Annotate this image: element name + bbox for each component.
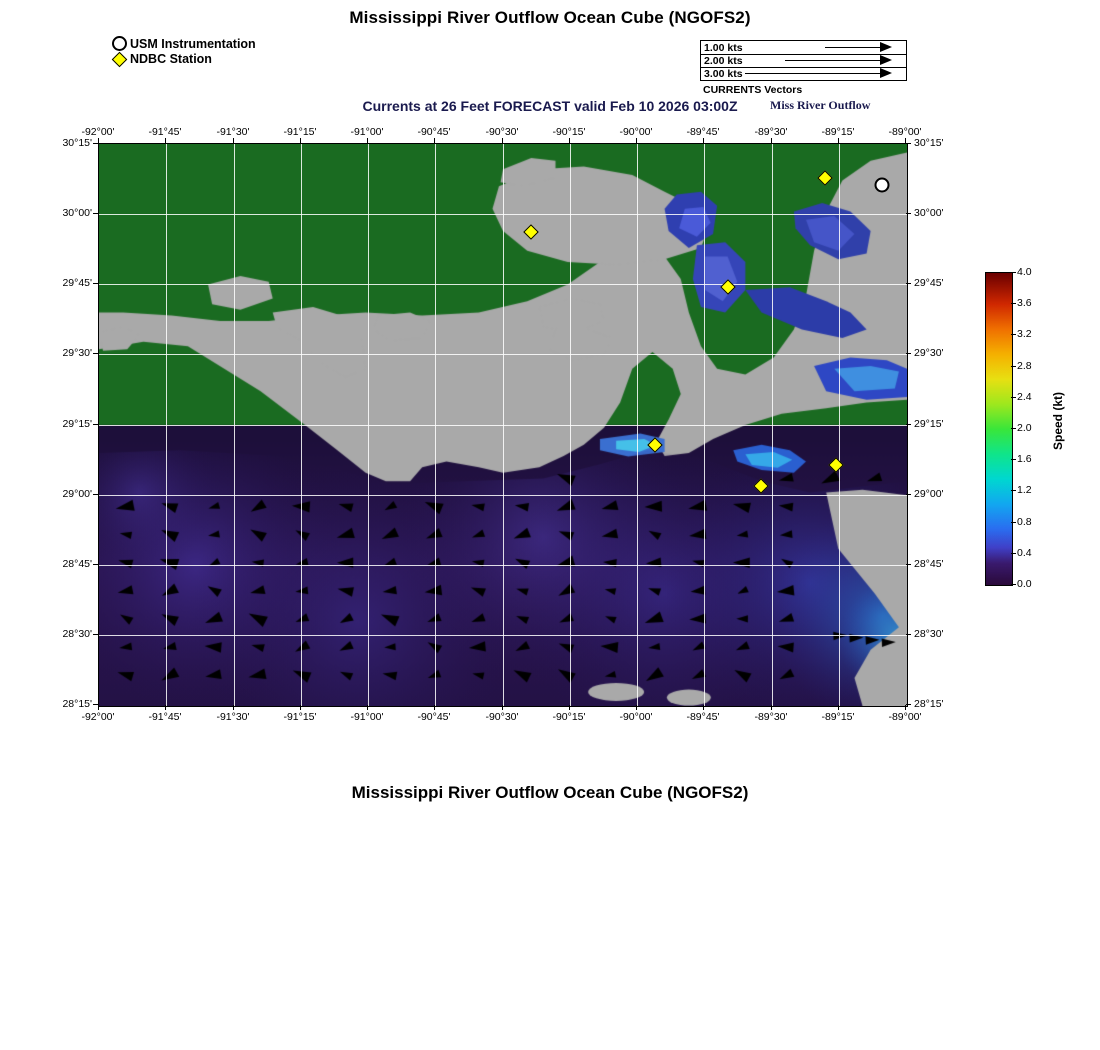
- legend-item-usm: [110, 36, 256, 51]
- y-tick-label-left: 29°15': [62, 418, 92, 430]
- x-tick-label: -90°15': [552, 126, 586, 138]
- colorbar-tick-label: 1.2: [1017, 484, 1032, 497]
- vector-key-row-1: [701, 41, 906, 55]
- x-tick-label: -90°00': [619, 126, 653, 138]
- x-tick-mark: [838, 138, 839, 143]
- x-tick-mark: [233, 138, 234, 143]
- y-tick-label-left: 30°15': [62, 137, 92, 149]
- colorbar-title: Speed (kt): [1051, 392, 1065, 451]
- y-tick-mark: [93, 143, 98, 144]
- colorbar-tick-label: 3.2: [1017, 328, 1032, 341]
- y-tick-label-right: 30°15': [914, 137, 944, 149]
- y-tick-label-left: 30°00': [62, 207, 92, 219]
- y-tick-mark: [906, 494, 911, 495]
- colorbar-tick-mark: [1011, 459, 1016, 460]
- x-tick-mark: [838, 705, 839, 710]
- colorbar-tick-mark: [1011, 366, 1016, 367]
- vector-scale-key: [700, 40, 907, 81]
- grid-line-horizontal: [99, 425, 907, 426]
- vector-key-row-2: [701, 54, 906, 68]
- x-tick-mark: [636, 705, 637, 710]
- x-tick-mark: [98, 705, 99, 710]
- x-tick-label: -91°45': [148, 126, 182, 138]
- y-tick-label-left: 28°15': [62, 698, 92, 710]
- x-tick-label: -89°30': [754, 126, 788, 138]
- y-tick-label-left: 29°30': [62, 347, 92, 359]
- map-plot-area[interactable]: [98, 143, 908, 707]
- outflow-annotation: Miss River Outflow: [770, 98, 871, 112]
- y-tick-mark: [93, 353, 98, 354]
- x-tick-mark: [367, 138, 368, 143]
- x-tick-label: -91°30': [216, 711, 250, 723]
- grid-line-horizontal: [99, 495, 907, 496]
- x-tick-mark: [636, 138, 637, 143]
- x-tick-label: -90°00': [619, 711, 653, 723]
- x-tick-label: -90°45': [417, 126, 451, 138]
- colorbar-tick-label: 0.4: [1017, 546, 1032, 559]
- y-tick-mark: [906, 704, 911, 705]
- y-tick-mark: [906, 283, 911, 284]
- x-tick-mark: [434, 138, 435, 143]
- y-tick-mark: [906, 634, 911, 635]
- x-tick-label: -90°45': [417, 711, 451, 723]
- y-tick-mark: [93, 424, 98, 425]
- x-tick-label: -91°45': [148, 711, 182, 723]
- bottom-title: Mississippi River Outflow Ocean Cube (NGOFS2): [351, 783, 749, 802]
- grid-line-horizontal: [99, 354, 907, 355]
- colorbar-tick-mark: [1011, 522, 1016, 523]
- colorbar-tick-mark: [1011, 584, 1016, 585]
- y-tick-mark: [93, 494, 98, 495]
- x-tick-mark: [905, 705, 906, 710]
- x-tick-mark: [300, 138, 301, 143]
- colorbar-tick-mark: [1011, 397, 1016, 398]
- colorbar-tick-mark: [1011, 428, 1016, 429]
- colorbar-tick-mark: [1011, 553, 1016, 554]
- vector-key-row-3: [701, 67, 906, 80]
- x-tick-mark: [502, 705, 503, 710]
- vector-arrow-line-2: [785, 60, 880, 61]
- x-tick-label: -89°15': [821, 126, 855, 138]
- colorbar-tick-label: 1.6: [1017, 453, 1032, 466]
- vector-key-label-2: 2.00 kts: [704, 55, 743, 67]
- x-tick-label: -92°00': [81, 126, 115, 138]
- y-tick-label-right: 28°45': [914, 558, 944, 570]
- y-tick-mark: [93, 634, 98, 635]
- y-tick-label-right: 29°00': [914, 488, 944, 500]
- x-tick-label: -92°00': [81, 711, 115, 723]
- colorbar-tick-mark: [1011, 272, 1016, 273]
- x-tick-mark: [165, 705, 166, 710]
- y-tick-mark: [906, 353, 911, 354]
- x-tick-label: -90°15': [552, 711, 586, 723]
- x-tick-label: -89°00': [888, 126, 922, 138]
- y-tick-label-left: 28°45': [62, 558, 92, 570]
- x-tick-label: -91°15': [283, 126, 317, 138]
- y-tick-label-left: 29°00': [62, 488, 92, 500]
- y-tick-label-right: 29°15': [914, 418, 944, 430]
- y-tick-mark: [906, 424, 911, 425]
- y-tick-mark: [93, 283, 98, 284]
- forecast-subtitle: Currents at 26 Feet FORECAST valid Feb 10 2026 03:00Z: [362, 98, 738, 114]
- diamond-marker-icon: [110, 52, 128, 66]
- colorbar-tick-label: 2.8: [1017, 359, 1032, 372]
- colorbar-tick-label: 2.4: [1017, 390, 1032, 403]
- colorbar-tick-label: 2.0: [1017, 422, 1032, 434]
- y-tick-label-left: 28°30': [62, 628, 92, 640]
- vector-arrow-head-1: [880, 42, 892, 52]
- grid-line-horizontal: [99, 214, 907, 215]
- y-tick-label-right: 30°00': [914, 207, 944, 219]
- x-tick-label: -89°00': [888, 711, 922, 723]
- grid-line-horizontal: [99, 284, 907, 285]
- colorbar-tick-mark: [1011, 490, 1016, 491]
- vector-key-caption: CURRENTS Vectors: [703, 84, 803, 96]
- y-tick-mark: [906, 143, 911, 144]
- x-tick-label: -90°30': [485, 126, 519, 138]
- page-title: Mississippi River Outflow Ocean Cube (NGOFS2): [349, 8, 751, 27]
- x-tick-mark: [569, 138, 570, 143]
- x-tick-mark: [502, 138, 503, 143]
- y-tick-label-left: 29°45': [62, 277, 92, 289]
- vector-arrow-line-3: [745, 73, 880, 74]
- y-tick-mark: [93, 213, 98, 214]
- y-tick-mark: [906, 564, 911, 565]
- legend-item-ndbc-label: NDBC Station: [130, 51, 212, 66]
- colorbar-tick-label: 0.0: [1017, 578, 1032, 590]
- x-tick-label: -89°15': [821, 711, 855, 723]
- y-tick-mark: [93, 564, 98, 565]
- colorbar-tick-mark: [1011, 334, 1016, 335]
- x-tick-label: -89°45': [686, 126, 720, 138]
- vector-arrow-line-1: [825, 47, 880, 48]
- grid-line-horizontal: [99, 635, 907, 636]
- y-tick-mark: [93, 704, 98, 705]
- y-tick-label-right: 28°30': [914, 628, 944, 640]
- colorbar-gradient: [985, 272, 1013, 586]
- colorbar-tick-mark: [1011, 303, 1016, 304]
- vector-key-label-3: 3.00 kts: [704, 68, 743, 80]
- y-tick-label-right: 28°15': [914, 698, 944, 710]
- x-tick-mark: [703, 138, 704, 143]
- x-tick-label: -91°00': [350, 711, 384, 723]
- x-tick-mark: [434, 705, 435, 710]
- x-tick-label: -91°00': [350, 126, 384, 138]
- legend-item-ndbc: [110, 51, 256, 66]
- x-tick-mark: [703, 705, 704, 710]
- legend-item-usm-label: USM Instrumentation: [130, 36, 256, 51]
- x-tick-label: -89°30': [754, 711, 788, 723]
- x-tick-mark: [233, 705, 234, 710]
- x-tick-mark: [771, 138, 772, 143]
- vector-arrow-head-2: [880, 55, 892, 65]
- circle-marker-icon: [110, 36, 128, 51]
- x-tick-mark: [771, 705, 772, 710]
- x-tick-label: -90°30': [485, 711, 519, 723]
- x-tick-mark: [569, 705, 570, 710]
- x-tick-label: -91°15': [283, 711, 317, 723]
- circle-marker-icon[interactable]: [874, 178, 889, 193]
- colorbar-tick-label: 4.0: [1017, 266, 1032, 278]
- x-tick-mark: [165, 138, 166, 143]
- colorbar-tick-label: 3.6: [1017, 297, 1032, 310]
- y-tick-label-right: 29°45': [914, 277, 944, 289]
- x-tick-mark: [300, 705, 301, 710]
- vector-key-label-1: 1.00 kts: [704, 42, 743, 54]
- y-tick-label-right: 29°30': [914, 347, 944, 359]
- x-tick-mark: [98, 138, 99, 143]
- grid-line-horizontal: [99, 565, 907, 566]
- x-tick-label: -91°30': [216, 126, 250, 138]
- vector-arrow-head-3: [880, 68, 892, 78]
- x-tick-mark: [367, 705, 368, 710]
- station-legend: [110, 36, 256, 66]
- x-tick-label: -89°45': [686, 711, 720, 723]
- y-tick-mark: [906, 213, 911, 214]
- colorbar-tick-label: 0.8: [1017, 515, 1032, 528]
